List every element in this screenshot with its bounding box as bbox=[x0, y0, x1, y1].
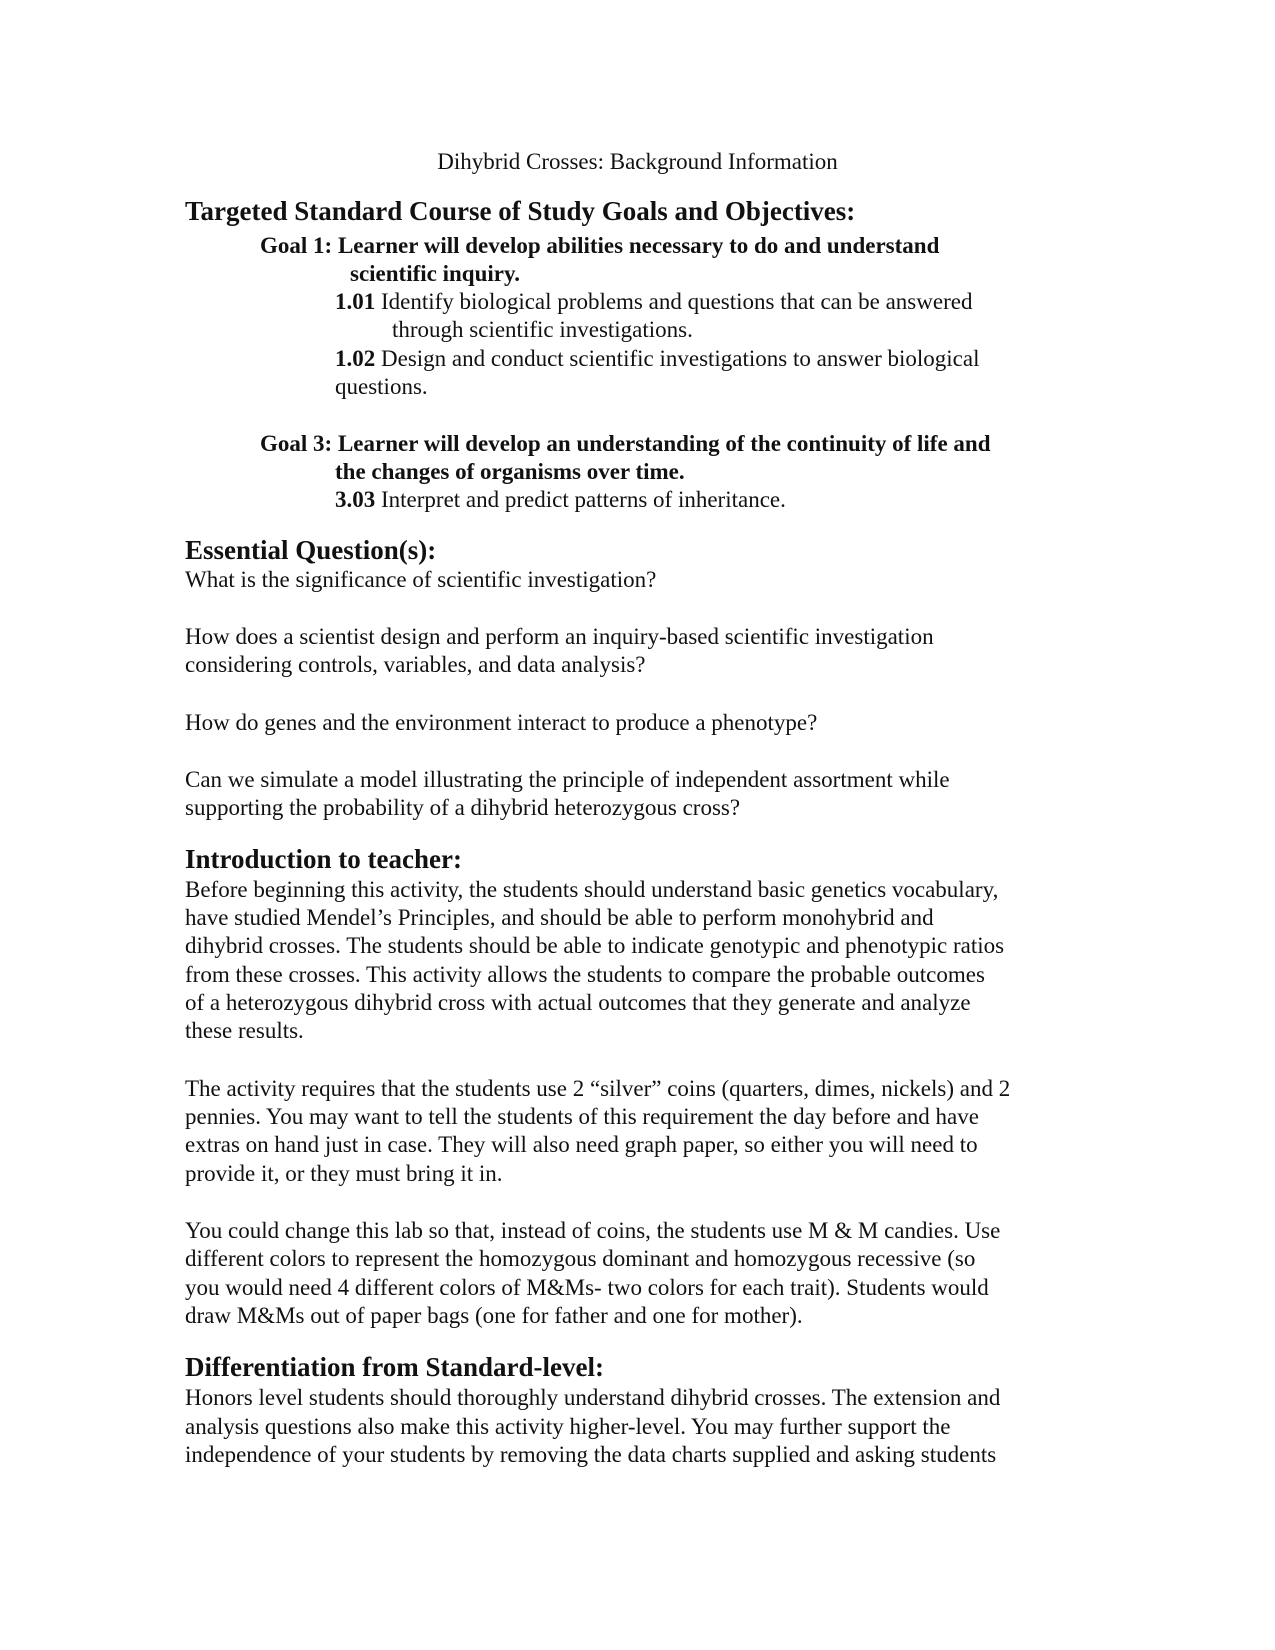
intro-p1-line: dihybrid crosses. The students should be able to indicate genotypic and phenotypic ratios bbox=[185, 933, 1005, 958]
objective-1-02-text: Design and conduct scientific investigations to answer biological bbox=[375, 346, 980, 371]
intro-p2-line: The activity requires that the students use 2 “silver” coins (quarters, dimes, nickels) and 2 bbox=[185, 1076, 1011, 1101]
intro-p3-line: draw M&Ms out of paper bags (one for father and one for mother). bbox=[185, 1303, 803, 1328]
intro-p2-line: provide it, or they must bring it in. bbox=[185, 1161, 503, 1186]
differentiation-line: independence of your students by removing the data charts supplied and asking students bbox=[185, 1442, 997, 1467]
objective-1-02-cont: questions. bbox=[335, 374, 428, 399]
intro-p1-line: these results. bbox=[185, 1018, 304, 1043]
essential-question-3: How do genes and the environment interact to produce a phenotype? bbox=[185, 710, 818, 735]
objective-1-01-text: Identify biological problems and questions that can be answered bbox=[375, 289, 973, 314]
goal3-line1: Goal 3: Learner will develop an understanding of the continuity of life and bbox=[260, 431, 991, 456]
essential-question-1: What is the significance of scientific investigation? bbox=[185, 567, 657, 592]
objective-1-02-number: 1.02 bbox=[335, 346, 376, 371]
objective-3-03-number: 3.03 bbox=[335, 487, 376, 512]
objective-1-02 bbox=[335, 345, 980, 373]
goal1-line1: Goal 1: Learner will develop abilities necessary to do and understand bbox=[260, 233, 940, 258]
document-title: Dihybrid Crosses: Background Information bbox=[437, 149, 838, 174]
essential-question-4-line1: Can we simulate a model illustrating the principle of independent assortment while bbox=[185, 767, 950, 792]
goal1-line2: scientific inquiry. bbox=[350, 261, 520, 286]
objective-1-01-cont: through scientific investigations. bbox=[392, 317, 693, 342]
objective-3-03-text: Interpret and predict patterns of inheritance. bbox=[375, 487, 786, 512]
essential-heading: Essential Question(s): bbox=[185, 535, 437, 565]
differentiation-line: Honors level students should thoroughly understand dihybrid crosses. The extension and bbox=[185, 1385, 1001, 1410]
intro-p1-line: have studied Mendel’s Principles, and should be able to perform monohybrid and bbox=[185, 905, 934, 930]
intro-p3-line: You could change this lab so that, instead of coins, the students use M & M candies. Use bbox=[185, 1218, 1001, 1243]
essential-question-4-line2: supporting the probability of a dihybrid heterozygous cross? bbox=[185, 795, 741, 820]
intro-p2-line: extras on hand just in case. They will also need graph paper, so either you will need to bbox=[185, 1132, 978, 1157]
goal3-line2: the changes of organisms over time. bbox=[335, 459, 685, 484]
objective-3-03 bbox=[335, 486, 786, 514]
differentiation-heading: Differentiation from Standard-level: bbox=[185, 1352, 604, 1382]
intro-heading: Introduction to teacher: bbox=[185, 844, 462, 874]
intro-p1-line: of a heterozygous dihybrid cross with actual outcomes that they generate and analyze bbox=[185, 990, 971, 1015]
intro-p3-line: different colors to represent the homozygous dominant and homozygous recessive (so bbox=[185, 1246, 976, 1271]
intro-p1-line: from these crosses. This activity allows the students to compare the probable outcomes bbox=[185, 962, 985, 987]
objective-1-01-number: 1.01 bbox=[335, 289, 376, 314]
intro-p2-line: pennies. You may want to tell the students of this requirement the day before and have bbox=[185, 1104, 979, 1129]
essential-question-2-line2: considering controls, variables, and data analysis? bbox=[185, 652, 646, 677]
intro-p1-line: Before beginning this activity, the students should understand basic genetics vocabulary, bbox=[185, 877, 999, 902]
objective-1-01 bbox=[335, 288, 972, 316]
differentiation-line: analysis questions also make this activity higher-level. You may further support the bbox=[185, 1414, 951, 1439]
targeted-heading: Targeted Standard Course of Study Goals and Objectives: bbox=[185, 196, 856, 226]
intro-p3-line: you would need 4 different colors of M&Ms- two colors for each trait). Students would bbox=[185, 1275, 989, 1300]
essential-question-2-line1: How does a scientist design and perform an inquiry-based scientific investigation bbox=[185, 624, 934, 649]
